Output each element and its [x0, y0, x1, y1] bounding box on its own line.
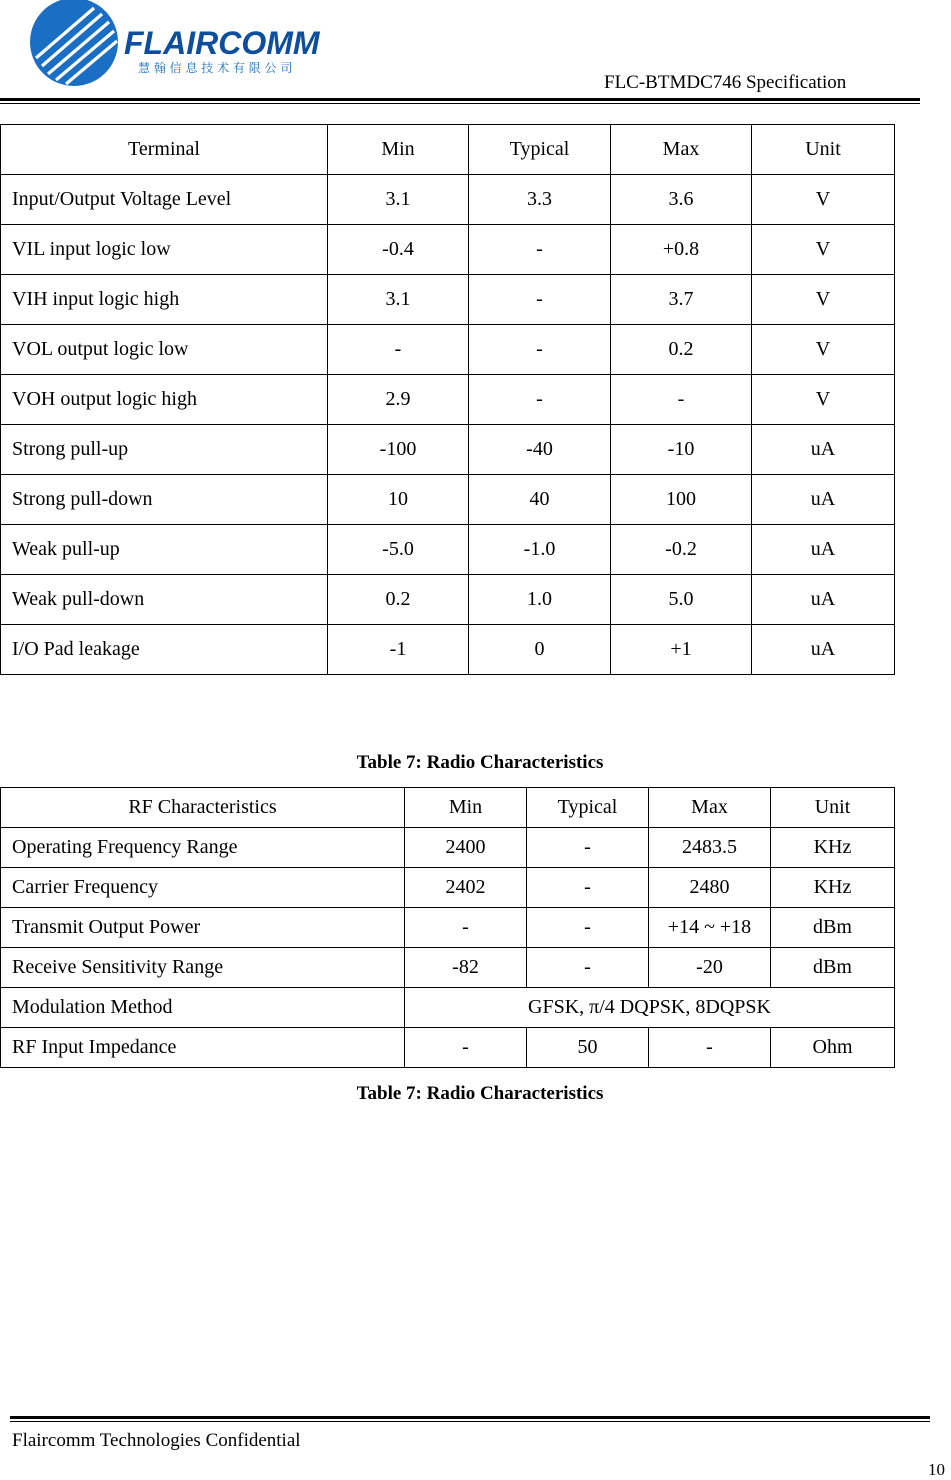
value-cell: - [527, 828, 649, 868]
value-cell: 0 [469, 625, 611, 675]
parameter-cell: VOH output logic high [1, 375, 328, 425]
table-row [1, 868, 895, 908]
value-cell: 3.7 [611, 275, 752, 325]
value-cell: -1.0 [469, 525, 611, 575]
parameter-cell: I/O Pad leakage [1, 625, 328, 675]
column-header: Min [405, 788, 527, 828]
table-row [1, 1028, 895, 1068]
column-header: Min [328, 125, 469, 175]
parameter-cell: VIL input logic low [1, 225, 328, 275]
table-row [1, 575, 895, 625]
value-cell: 2.9 [328, 375, 469, 425]
value-cell: uA [752, 625, 895, 675]
header-divider [0, 98, 920, 104]
table-header-row [1, 788, 895, 828]
value-cell: +14 ~ +18 [649, 908, 771, 948]
company-logo [14, 0, 334, 90]
table-header-row [1, 125, 895, 175]
value-cell: 1.0 [469, 575, 611, 625]
value-cell: -40 [469, 425, 611, 475]
table-row [1, 525, 895, 575]
value-cell: dBm [771, 948, 895, 988]
parameter-cell: Operating Frequency Range [1, 828, 405, 868]
value-cell: -10 [611, 425, 752, 475]
value-cell: 2402 [405, 868, 527, 908]
value-cell: - [649, 1028, 771, 1068]
value-cell: 3.1 [328, 175, 469, 225]
table-row [1, 325, 895, 375]
table-row [1, 225, 895, 275]
parameter-cell: Carrier Frequency [1, 868, 405, 908]
column-header: Terminal [1, 125, 328, 175]
parameter-cell: Transmit Output Power [1, 908, 405, 948]
column-header: Unit [771, 788, 895, 828]
value-cell: -82 [405, 948, 527, 988]
column-header: Max [611, 125, 752, 175]
value-cell: - [469, 375, 611, 425]
value-cell: - [527, 908, 649, 948]
table7-caption-top: Table 7: Radio Characteristics [356, 752, 604, 773]
value-cell: dBm [771, 908, 895, 948]
value-cell: V [752, 375, 895, 425]
value-cell: KHz [771, 868, 895, 908]
parameter-cell: Weak pull-down [1, 575, 328, 625]
parameter-cell: VIH input logic high [1, 275, 328, 325]
value-cell: uA [752, 425, 895, 475]
parameter-cell: Modulation Method [1, 988, 405, 1028]
value-cell: - [527, 948, 649, 988]
parameter-cell: Receive Sensitivity Range [1, 948, 405, 988]
page-number: 10 [928, 1460, 945, 1479]
document-title: FLC-BTMDC746 Specification [604, 72, 847, 93]
modulation-value-cell: GFSK, π/4 DQPSK, 8DQPSK [405, 988, 895, 1028]
radio-characteristics-table [0, 787, 895, 1068]
value-cell: 3.6 [611, 175, 752, 225]
table-row [1, 828, 895, 868]
value-cell: -100 [328, 425, 469, 475]
value-cell: 2480 [649, 868, 771, 908]
table-row [1, 375, 895, 425]
table-row [1, 948, 895, 988]
value-cell: -1 [328, 625, 469, 675]
column-header: RF Characteristics [1, 788, 405, 828]
value-cell: 3.1 [328, 275, 469, 325]
logo-chinese-subtext: 慧 翰 信 息 技 术 有 限 公 司 [138, 61, 293, 75]
value-cell: Ohm [771, 1028, 895, 1068]
value-cell: -0.2 [611, 525, 752, 575]
value-cell: - [405, 908, 527, 948]
value-cell: - [469, 275, 611, 325]
parameter-cell: Strong pull-up [1, 425, 328, 475]
column-header: Typical [469, 125, 611, 175]
column-header: Max [649, 788, 771, 828]
value-cell: 50 [527, 1028, 649, 1068]
terminal-characteristics-table [0, 124, 895, 675]
value-cell: V [752, 275, 895, 325]
value-cell: -5.0 [328, 525, 469, 575]
value-cell: -20 [649, 948, 771, 988]
parameter-cell: VOL output logic low [1, 325, 328, 375]
parameter-cell: Weak pull-up [1, 525, 328, 575]
value-cell: - [611, 375, 752, 425]
footer-divider [10, 1416, 930, 1422]
value-cell: 10 [328, 475, 469, 525]
table-row [1, 908, 895, 948]
value-cell: - [328, 325, 469, 375]
parameter-cell: RF Input Impedance [1, 1028, 405, 1068]
table-row [1, 175, 895, 225]
value-cell: V [752, 175, 895, 225]
value-cell: 2483.5 [649, 828, 771, 868]
column-header: Typical [527, 788, 649, 828]
value-cell: uA [752, 575, 895, 625]
parameter-cell: Input/Output Voltage Level [1, 175, 328, 225]
table-row [1, 275, 895, 325]
value-cell: - [469, 325, 611, 375]
value-cell: V [752, 225, 895, 275]
value-cell: KHz [771, 828, 895, 868]
value-cell: 100 [611, 475, 752, 525]
value-cell: 2400 [405, 828, 527, 868]
value-cell: - [469, 225, 611, 275]
table-row [1, 625, 895, 675]
value-cell: uA [752, 525, 895, 575]
value-cell: 3.3 [469, 175, 611, 225]
column-header: Unit [752, 125, 895, 175]
value-cell: V [752, 325, 895, 375]
value-cell: 5.0 [611, 575, 752, 625]
value-cell: - [405, 1028, 527, 1068]
value-cell: +0.8 [611, 225, 752, 275]
table-row [1, 425, 895, 475]
parameter-cell: Strong pull-down [1, 475, 328, 525]
value-cell: 40 [469, 475, 611, 525]
value-cell: 0.2 [611, 325, 752, 375]
value-cell: +1 [611, 625, 752, 675]
value-cell: - [527, 868, 649, 908]
value-cell: -0.4 [328, 225, 469, 275]
modulation-row [1, 988, 895, 1028]
logo-wordmark: FLAIRCOMM [124, 25, 320, 61]
table-row [1, 475, 895, 525]
value-cell: 0.2 [328, 575, 469, 625]
footer-confidential: Flaircomm Technologies Confidential [12, 1430, 301, 1451]
value-cell: uA [752, 475, 895, 525]
table7-caption-bottom: Table 7: Radio Characteristics [356, 1083, 604, 1104]
